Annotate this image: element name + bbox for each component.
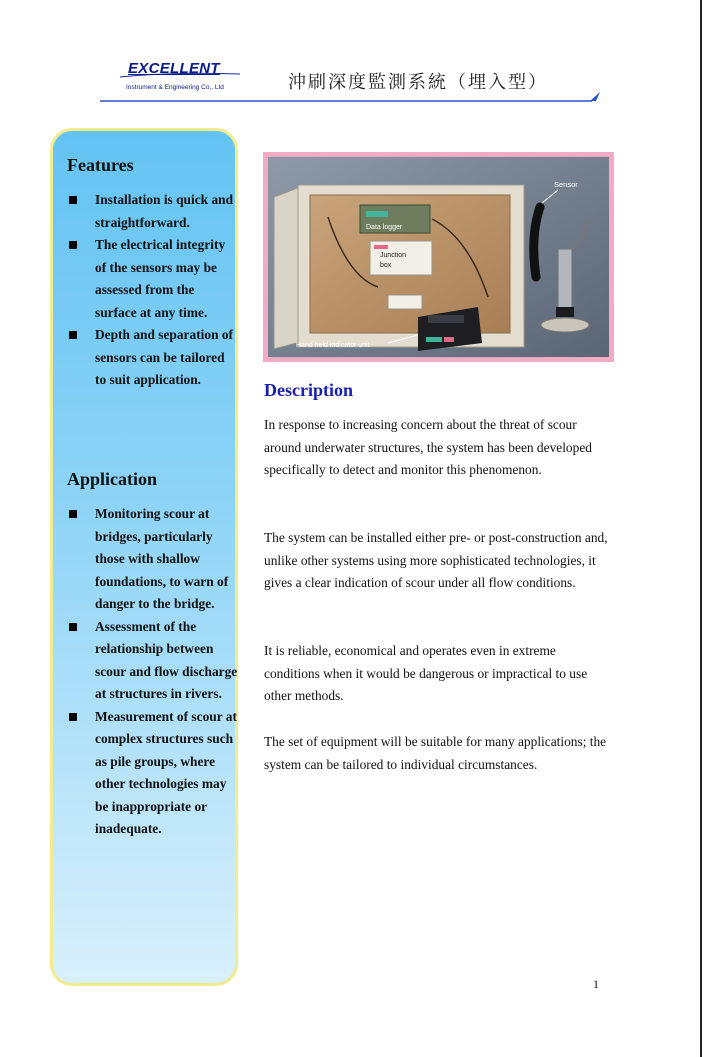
document-title: 沖刷深度監測系統（埋入型） [288,72,548,93]
list-item: Measurement of scour at complex structures such as pile groups, where other technologies may be inappropriate or inadequate. [63,706,239,841]
square-bullet-icon [69,196,77,204]
equipment-photo [263,152,614,362]
logo-subtitle: Instrument & Engineering Co., Ltd [126,84,224,91]
application-list [63,503,239,841]
features-heading: Features [67,155,134,175]
junction-box-label-2: box [380,262,392,269]
company-logo [104,60,266,100]
list-item: Installation is quick and straightforward. [63,189,239,234]
list-item: Assessment of the relationship between scour and flow discharge at structures in rivers. [63,616,239,706]
features-list [63,189,239,392]
data-logger-label: Data logger [366,224,403,231]
list-item: The electrical integrity of the sensors may be assessed from the surface at any time. [63,234,239,324]
description-paragraph: The set of equipment will be suitable for many applications; the system can be tailored to individual circumstances. [264,734,607,772]
list-item: Monitoring scour at bridges, particularly those with shallow foundations, to warn of danger to the bridge. [63,503,239,616]
hand-held-label: Hand held indicator unit [296,342,370,349]
page-number: 1 [593,977,599,991]
description-paragraph: In response to increasing concern about the threat of scour around underwater structures, the system has been developed specifically to detect and monitor this phenomenon. [264,417,592,477]
sidebar-panel [50,128,238,986]
square-bullet-icon [69,510,77,518]
description-paragraph: The system can be installed either pre- or post-construction and, unlike other systems using more sophisticated technologies, it gives a clear indication of scour under all flow conditions. [264,530,608,590]
square-bullet-icon [69,713,77,721]
logo-name: EXCELLENT [128,60,220,77]
junction-box-label-1: Junction [380,252,407,259]
square-bullet-icon [69,623,77,631]
sensor-label: Sensor [554,180,578,189]
description-paragraph: It is reliable, economical and operates even in extreme conditions when it would be dangerous or impractical to use other methods. [264,643,588,703]
list-item: Depth and separation of sensors can be tailored to suit application. [63,324,239,392]
equipment-photo-illustration [268,157,609,357]
description-heading: Description [264,380,353,400]
application-heading: Application [67,469,158,489]
page-edge-rule [700,0,702,1057]
square-bullet-icon [69,241,77,249]
square-bullet-icon [69,331,77,339]
